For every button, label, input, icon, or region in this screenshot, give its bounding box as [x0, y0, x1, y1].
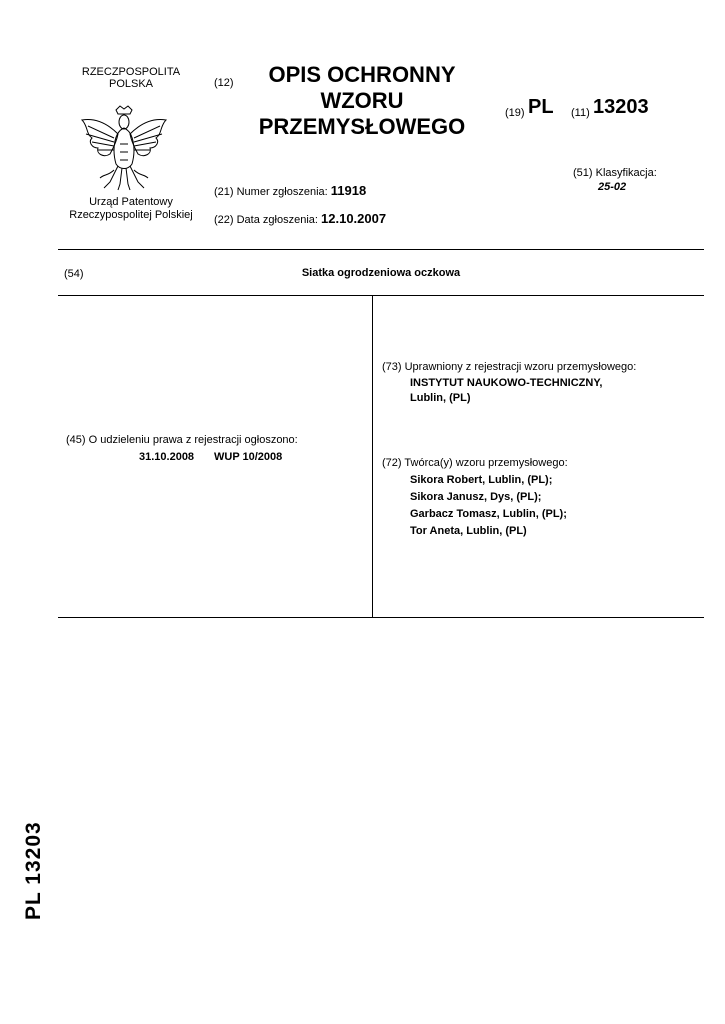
application-number-value: 11918	[330, 183, 367, 198]
creators-label: (72) Twórca(y) wzoru przemysłowego:	[382, 457, 568, 469]
creator-line: Sikora Robert, Lublin, (PL);	[410, 474, 553, 486]
country-name	[60, 66, 202, 90]
patent-office-name	[56, 196, 206, 222]
title-line-1: OPIS OCHRONNY	[268, 62, 456, 87]
application-date-label: (22) Data zgłoszenia:	[214, 214, 318, 226]
creator-line: Sikora Janusz, Dys, (PL);	[410, 491, 542, 503]
side-document-number: PL 13203	[22, 821, 45, 920]
right-holder-line: INSTYTUT NAUKOWO-TECHNICZNY,	[410, 377, 603, 389]
column-divider	[372, 296, 373, 617]
divider-bottom	[58, 617, 704, 618]
application-date-value: 12.10.2007	[321, 211, 387, 226]
right-holder-line: Lublin, (PL)	[410, 392, 471, 404]
country-line-1: RZECZPOSPOLITA	[81, 66, 181, 78]
title-code-54: (54)	[64, 268, 84, 280]
right-holder-label: (73) Uprawniony z rejestracji wzoru przemysłowego:	[382, 361, 637, 373]
eagle-emblem-icon	[78, 104, 170, 192]
office-line-1: Urząd Patentowy	[89, 196, 173, 208]
application-date-field	[214, 211, 386, 226]
office-line-2: Rzeczypospolitej Polskiej	[69, 209, 193, 221]
application-number-field	[214, 183, 366, 198]
title-line-2: WZORU	[320, 88, 404, 113]
country-code: PL	[528, 96, 554, 118]
grant-announcement-label: (45) O udzieleniu prawa z rejestracji ogłoszono:	[66, 434, 298, 446]
document-title	[248, 62, 476, 140]
classification-label: (51) Klasyfikacja:	[573, 167, 657, 179]
divider-middle	[58, 295, 704, 296]
classification-value: 25-02	[598, 181, 627, 193]
country-line-2: POLSKA	[108, 78, 154, 90]
grant-announcement-date: 31.10.2008	[139, 451, 195, 463]
code-11: (11)	[571, 107, 590, 119]
code-19: (19)	[505, 107, 525, 119]
grant-announcement-bulletin: WUP 10/2008	[214, 451, 283, 463]
design-title: Siatka ogrodzeniowa oczkowa	[301, 267, 461, 279]
document-number: 13203	[593, 96, 649, 118]
creator-line: Tor Aneta, Lublin, (PL)	[410, 525, 527, 537]
right-holder-list	[410, 376, 603, 406]
creator-line: Garbacz Tomasz, Lublin, (PL);	[410, 508, 567, 520]
creators-list	[410, 472, 567, 540]
divider-top	[58, 249, 704, 250]
title-line-3: PRZEMYSŁOWEGO	[258, 114, 466, 139]
code-12: (12)	[214, 77, 234, 89]
application-number-label: (21) Numer zgłoszenia:	[214, 186, 328, 198]
